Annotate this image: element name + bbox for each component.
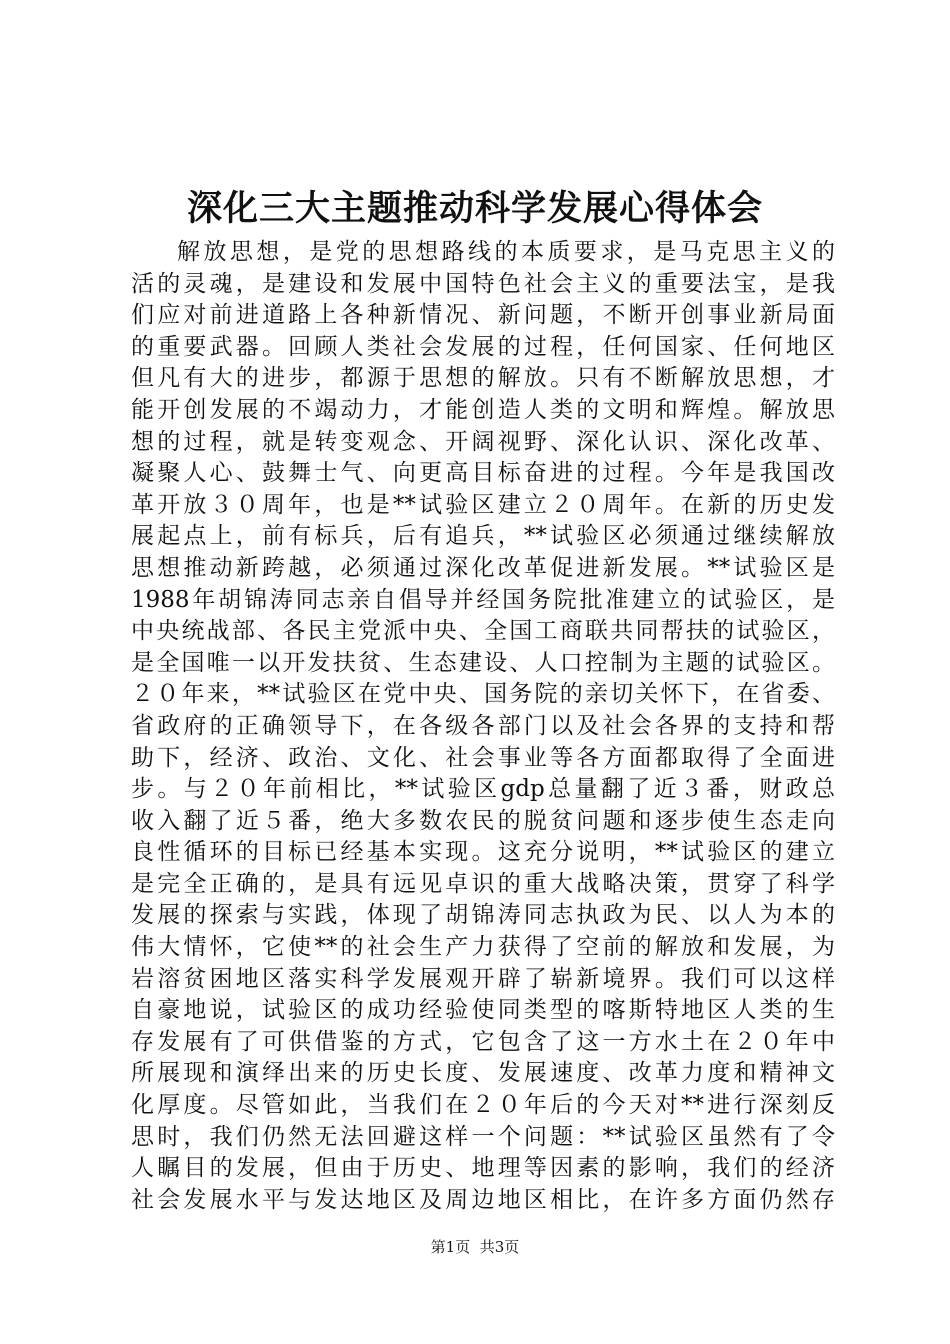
paragraph-line: 步。与２０年前相比，**试验区gdp总量翻了近３番，财政总: [131, 776, 835, 803]
paragraph-line: 社会发展水平与发达地区及周边地区相比，在许多方面仍然存: [131, 1186, 835, 1213]
paragraph-line: 收入翻了近５番，绝大多数农民的脱贫问题和逐步使生态走向: [131, 807, 835, 834]
paragraph-line: 思想推动新跨越，必须通过深化改革促进新发展。**试验区是: [131, 554, 835, 581]
paragraph-line: 伟大情怀，它使**的社会生产力获得了空前的解放和发展，为: [131, 934, 835, 961]
paragraph-line: 能开创发展的不竭动力，才能创造人类的文明和辉煌。解放思: [131, 396, 835, 423]
paragraph-line: 人瞩目的发展，但由于历史、地理等因素的影响，我们的经济: [131, 1155, 835, 1182]
paragraph-line: 想的过程，就是转变观念、开阔视野、深化认识、深化改革、: [131, 428, 835, 455]
paragraph-line: 展起点上，前有标兵，后有追兵，**试验区必须通过继续解放: [131, 523, 835, 550]
paragraph-line: 自豪地说，试验区的成功经验使同类型的喀斯特地区人类的生: [131, 997, 835, 1024]
paragraph-line: 们应对前进道路上各种新情况、新问题，不断开创事业新局面: [131, 302, 835, 329]
paragraph-line: 助下，经济、政治、文化、社会事业等各方面都取得了全面进: [131, 744, 835, 771]
paragraph-line: 化厚度。尽管如此，当我们在２０年后的今天对**进行深刻反: [131, 1092, 835, 1119]
paragraph-line: 存发展有了可供借鉴的方式，它包含了这一方水土在２０年中: [131, 1028, 835, 1055]
paragraph-line: 良性循环的目标已经基本实现。这充分说明，**试验区的建立: [131, 839, 835, 866]
paragraph-line: 活的灵魂，是建设和发展中国特色社会主义的重要法宝，是我: [131, 270, 835, 297]
paragraph-line: 的重要武器。回顾人类社会发展的过程，任何国家、任何地区: [131, 333, 835, 360]
paragraph-line: 革开放３０周年，也是**试验区建立２０周年。在新的历史发: [131, 491, 835, 518]
paragraph-line: 所展现和演绎出来的历史长度、发展速度、改革力度和精神文: [131, 1060, 835, 1087]
paragraph-line: 但凡有大的进步，都源于思想的解放。只有不断解放思想，才: [131, 365, 835, 392]
page-footer: [0, 1237, 950, 1257]
document-body: [131, 237, 835, 1216]
paragraph-line: 1988年胡锦涛同志亲自倡导并经国务院批准建立的试验区，是: [131, 586, 835, 613]
page-number: 第1页: [430, 1238, 471, 1256]
paragraph-line: 省政府的正确领导下，在各级各部门以及社会各界的支持和帮: [131, 712, 835, 739]
paragraph-line: 解放思想，是党的思想路线的本质要求，是马克思主义的: [177, 239, 835, 265]
paragraph-line: 中央统战部、各民主党派中央、全国工商联共同帮扶的试验区，: [131, 618, 835, 645]
paragraph-line: 是全国唯一以开发扶贫、生态建设、人口控制为主题的试验区。: [131, 649, 835, 676]
paragraph-line: 岩溶贫困地区落实科学发展观开辟了崭新境界。我们可以这样: [131, 965, 835, 992]
document-title: 深化三大主题推动科学发展心得体会: [186, 188, 763, 229]
paragraph-line: 是完全正确的，是具有远见卓识的重大战略决策，贯穿了科学: [131, 870, 835, 897]
paragraph-line: 发展的探索与实践，体现了胡锦涛同志执政为民、以人为本的: [131, 902, 835, 929]
page-total: 共3页: [479, 1238, 520, 1256]
paragraph-line: 凝聚人心、鼓舞士气、向更高目标奋进的过程。今年是我国改: [131, 460, 835, 487]
paragraph-line: 思时，我们仍然无法回避这样一个问题：**试验区虽然有了令: [131, 1123, 835, 1150]
paragraph-line: ２０年来，**试验区在党中央、国务院的亲切关怀下，在省委、: [131, 681, 835, 708]
